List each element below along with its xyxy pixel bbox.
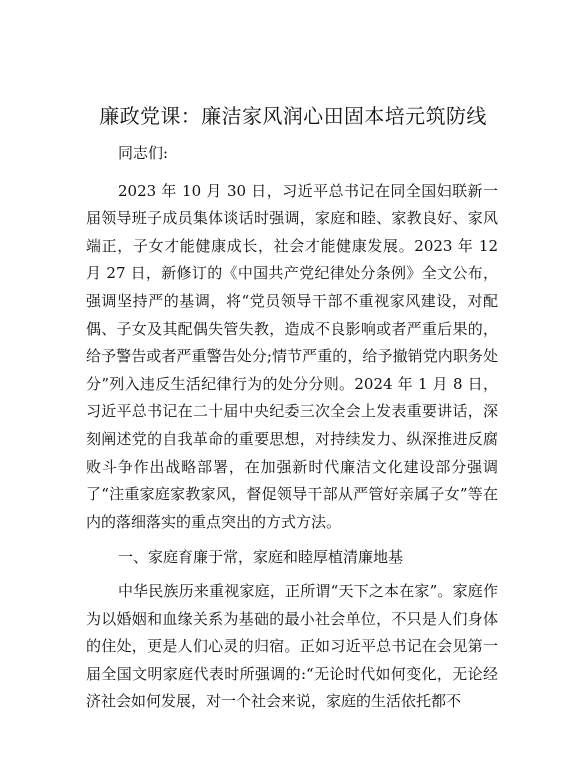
- section-heading: 一、家庭育廉于常，家庭和睦厚植清廉地基: [118, 548, 404, 567]
- document-title: 廉政党课：廉洁家风润心田固本培元筑防线: [99, 104, 487, 128]
- paragraph-section-one: 中华民族历来重视家庭，正所谓“天下之本在家”。家庭作为以婚姻和血缘关系为基础的最小社会单位，不只是人们身体的住处，更是人们心灵的归宿。正如习近平总书记在会见第一届全国文明家庭代表时所强调的:“无论时代如何变化，无论经济社会如何发展，对一个社会来说，家庭的生活依托都不: [86, 581, 498, 711]
- paragraph-intro: 2023 年 10 月 30 日，习近平总书记在同全国妇联新一届领导班子成员集体谈话时强调，家庭和睦、家教良好、家风端正，子女才能健康成长，社会才能健康发展。2023 年 12 月 27 日，新修订的《中国共产党纪律处分条例》全文公布，强调坚持严的基调，将“党员领导干部不重视家风建设，对配偶、子女及其配偶失管失教，造成不良影响或者严重后果的，给予警告或者严重警告处分;情节严重的，给予撤销党内职务处分”列入违反生活纪律行为的处分分则。2024 年 1 月 8 日，习近平总书记在二十届中央纪委三次全会上发表重要讲话，深刻阐述党的自我革命的重要思想，对持续发力、纵深推进反腐败斗争作出战略部署，在加强新时代廉洁文化建设部分强调了“注重家庭家教家风，督促领导干部从严管好亲属子女”等在内的落细落实的重点突出的方式方法。: [86, 181, 498, 531]
- document-body: [86, 140, 498, 716]
- salutation: 同志们:: [118, 144, 169, 162]
